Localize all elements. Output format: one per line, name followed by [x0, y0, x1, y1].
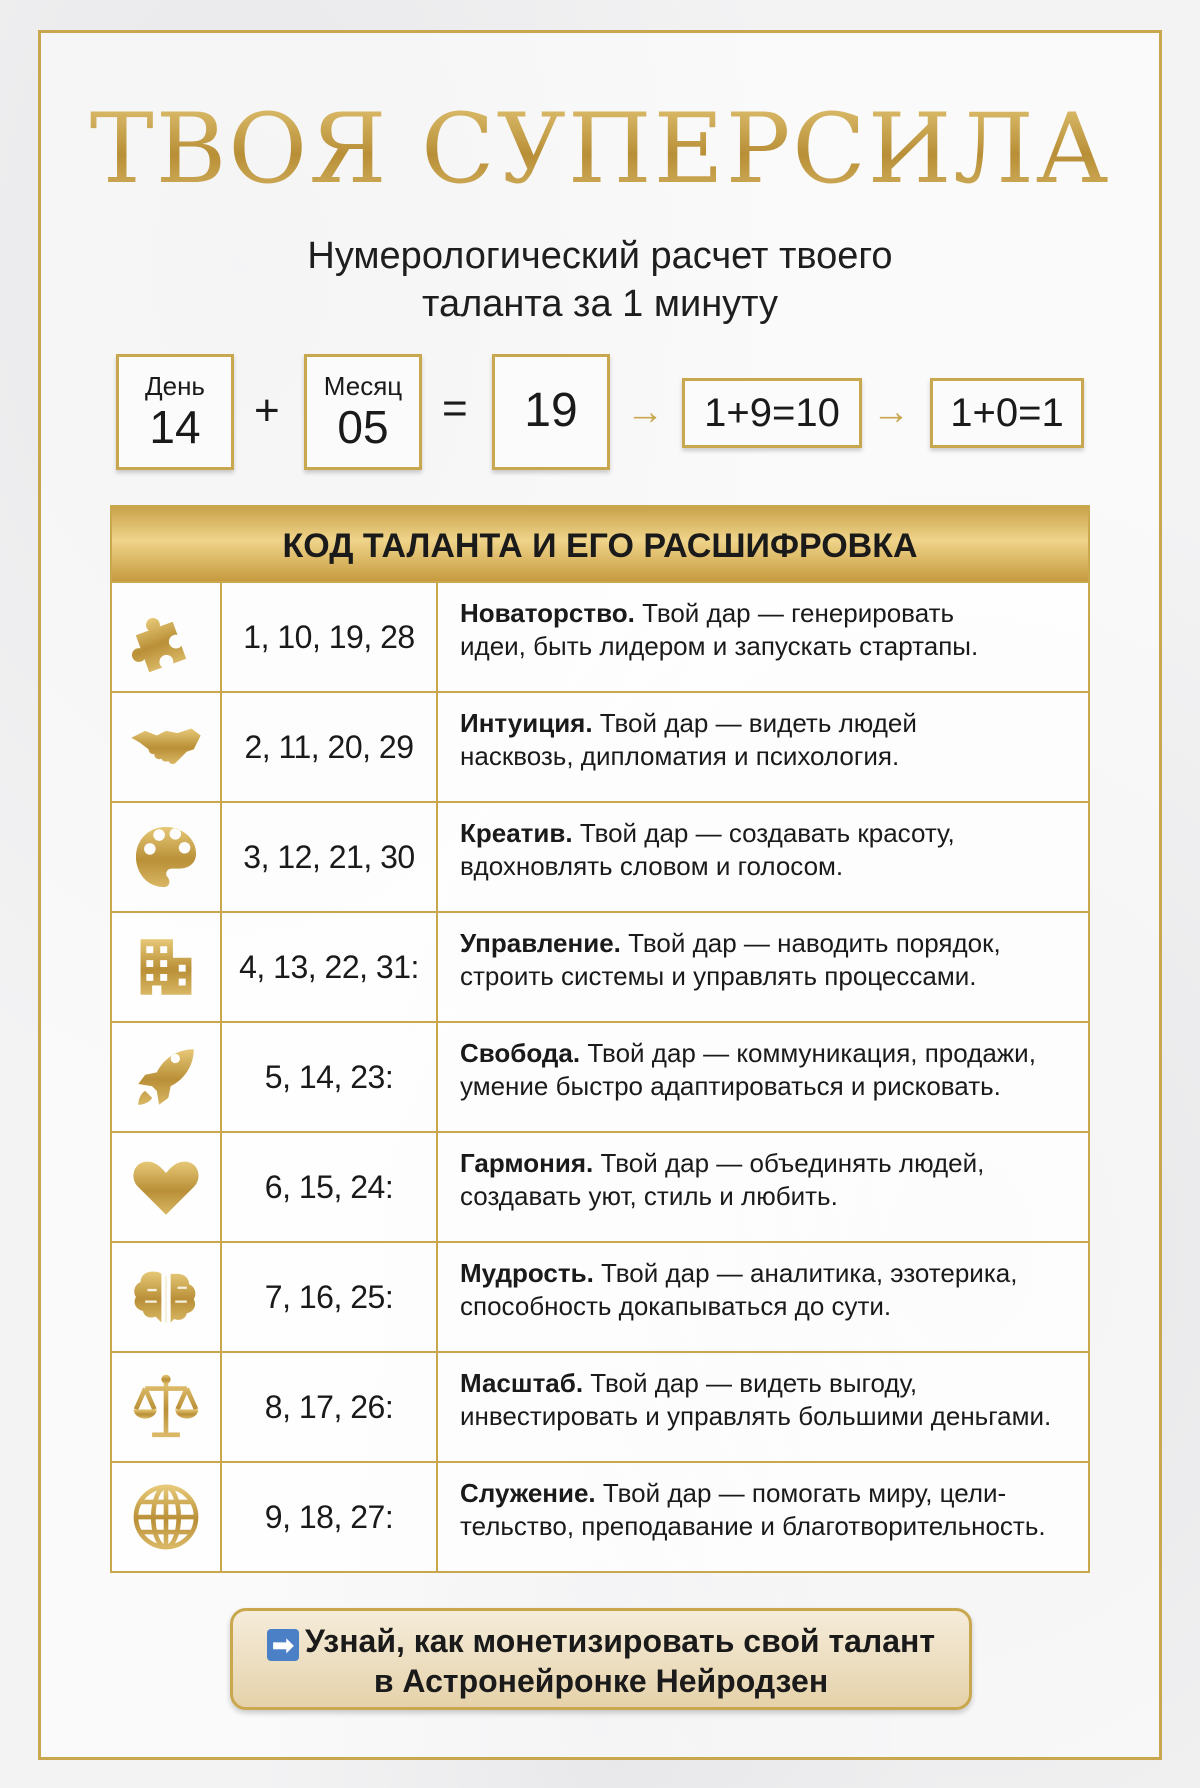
- talent-numbers: 7, 16, 25:: [222, 1243, 438, 1351]
- talent-numbers: 5, 14, 23:: [222, 1023, 438, 1131]
- table-row: [110, 583, 1090, 693]
- talent-numbers: 9, 18, 27:: [222, 1463, 438, 1571]
- sum-value: 19: [524, 384, 578, 437]
- talent-numbers: 3, 12, 21, 30: [222, 803, 438, 911]
- talent-numbers: 2, 11, 20, 29: [222, 693, 438, 801]
- talent-text-line2: умение быстро адаптироваться и рисковать.: [460, 1071, 1001, 1101]
- sum-box: [492, 354, 610, 470]
- subtitle-line-2: таланта за 1 минуту: [421, 283, 779, 325]
- step1-box: [682, 378, 862, 448]
- talent-text: Твой дар — коммуникация, продажи,: [580, 1038, 1036, 1068]
- talent-description: [438, 1353, 1088, 1461]
- equals-sign: =: [442, 384, 468, 433]
- talent-description: [438, 913, 1088, 1021]
- month-box: [304, 354, 422, 470]
- building-icon: [129, 930, 203, 1004]
- talent-text-line2: создавать уют, стиль и любить.: [460, 1181, 838, 1211]
- cta-line-1: Узнай, как монетизировать свой талант: [304, 1623, 936, 1659]
- globe-icon: [129, 1480, 203, 1554]
- cta-line-2: в Астронейронке Нейродзен: [373, 1663, 829, 1699]
- talent-title: Интуиция.: [460, 708, 593, 738]
- brain-icon: [129, 1260, 203, 1334]
- talent-title: Управление.: [460, 928, 621, 958]
- plus-sign: +: [254, 386, 280, 435]
- scales-icon: [129, 1370, 203, 1444]
- talent-numbers: 8, 17, 26:: [222, 1353, 438, 1461]
- table-row: [110, 913, 1090, 1023]
- talent-title: Креатив.: [460, 818, 573, 848]
- table-row: [110, 1133, 1090, 1243]
- talent-text: Твой дар — видеть людей: [592, 708, 917, 738]
- step2-box: [930, 378, 1084, 448]
- calculation-example: [0, 352, 1200, 472]
- talent-description: [438, 1133, 1088, 1241]
- talent-description: [438, 803, 1088, 911]
- talent-text: Твой дар — наводить порядок,: [620, 928, 1001, 958]
- heart-icon: [129, 1150, 203, 1224]
- arrow-icon: →: [626, 391, 664, 433]
- day-value: 14: [149, 401, 201, 453]
- talent-description: [438, 583, 1088, 691]
- right-arrow-icon: ➡: [267, 1629, 299, 1661]
- talent-text: Твой дар — видеть выгоду,: [583, 1368, 918, 1398]
- table-header: КОД ТАЛАНТА И ЕГО РАСШИФРОВКА: [110, 505, 1090, 583]
- talent-description: [438, 1243, 1088, 1351]
- subtitle: [0, 232, 1200, 328]
- talent-text: Твой дар — объединять людей,: [593, 1148, 985, 1178]
- talent-title: Масштаб.: [460, 1368, 584, 1398]
- step1-value: 1+9=10: [704, 391, 840, 435]
- talent-text-line2: насквозь, дипломатия и психология.: [460, 741, 900, 771]
- palette-icon: [129, 820, 203, 894]
- talent-title: Гармония.: [460, 1148, 594, 1178]
- talent-title: Свобода.: [460, 1038, 581, 1068]
- talent-text-line2: тельство, преподавание и благотворительность.: [460, 1511, 1046, 1541]
- talent-table: [110, 505, 1090, 1573]
- talent-text-line2: строить системы и управлять процессами.: [460, 961, 977, 991]
- talent-description: [438, 1023, 1088, 1131]
- month-label: Месяц: [323, 371, 403, 401]
- talent-text: Твой дар — создавать красоту,: [572, 818, 955, 848]
- cta-button[interactable]: [230, 1608, 972, 1710]
- talent-numbers: 6, 15, 24:: [222, 1133, 438, 1241]
- talent-text: Твой дар — генерировать: [634, 598, 955, 628]
- talent-title: Мудрость.: [460, 1258, 594, 1288]
- month-value: 05: [337, 401, 389, 453]
- table-row: [110, 1353, 1090, 1463]
- talent-numbers: 4, 13, 22, 31:: [222, 913, 438, 1021]
- talent-description: [438, 1463, 1088, 1571]
- page-title: ТВОЯ СУПЕРСИЛА: [0, 94, 1200, 204]
- table-row: [110, 693, 1090, 803]
- table-row: [110, 803, 1090, 913]
- talent-text: Твой дар — помогать миру, цели-: [595, 1478, 1007, 1508]
- talent-title: Служение.: [460, 1478, 596, 1508]
- step2-value: 1+0=1: [950, 391, 1064, 435]
- subtitle-line-1: Нумерологический расчет твоего: [307, 235, 893, 277]
- rocket-icon: [129, 1040, 203, 1114]
- arrow-icon: →: [872, 391, 910, 433]
- handshake-icon: [129, 710, 203, 784]
- talent-text-line2: вдохновлять словом и голосом.: [460, 851, 844, 881]
- day-box: [116, 354, 234, 470]
- talent-description: [438, 693, 1088, 801]
- talent-text: Твой дар — аналитика, эзотерика,: [593, 1258, 1018, 1288]
- talent-text-line2: идеи, быть лидером и запускать стартапы.: [460, 631, 979, 661]
- table-row: [110, 1463, 1090, 1573]
- talent-title: Новаторство.: [460, 598, 635, 628]
- table-row: [110, 1023, 1090, 1133]
- talent-text-line2: инвестировать и управлять большими деньгами.: [460, 1401, 1052, 1431]
- talent-numbers: 1, 10, 19, 28: [222, 583, 438, 691]
- table-row: [110, 1243, 1090, 1353]
- puzzle-icon: [129, 600, 203, 674]
- talent-text-line2: способность докапываться до сути.: [460, 1291, 892, 1321]
- day-label: День: [145, 371, 205, 401]
